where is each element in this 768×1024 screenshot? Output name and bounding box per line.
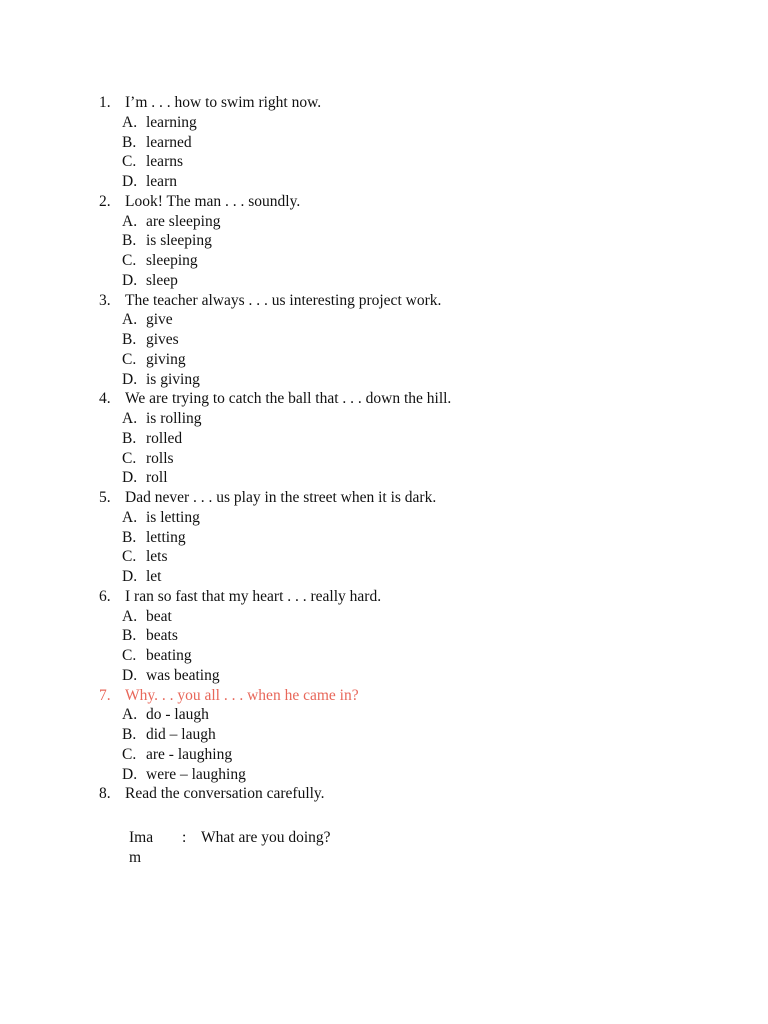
option-3b (0, 330, 768, 350)
option-text: lets (146, 548, 168, 566)
option-3c (0, 350, 768, 370)
option-letter: C. (122, 153, 137, 171)
question-6 (0, 587, 768, 607)
option-letter: D. (122, 765, 138, 783)
option-letter: D. (122, 469, 138, 487)
option-letter: B. (122, 331, 137, 348)
option-letter: D. (122, 370, 138, 388)
option-5d (0, 567, 768, 587)
option-letter: B. (122, 528, 137, 546)
option-letter: D. (122, 271, 138, 289)
speaker-separator: : (182, 829, 187, 846)
option-6b (0, 626, 768, 646)
option-letter: A. (122, 212, 138, 230)
option-text: gives (146, 331, 179, 348)
option-2b (0, 231, 768, 251)
option-text: do - laugh (146, 706, 209, 724)
option-text: letting (146, 528, 186, 546)
option-text: let (146, 568, 162, 585)
option-text: learning (146, 113, 197, 131)
question-number: 2. (99, 192, 111, 210)
option-text: are sleeping (146, 212, 221, 230)
option-5b (0, 528, 768, 548)
option-letter: D. (122, 666, 138, 684)
option-2d (0, 271, 768, 291)
option-6c (0, 646, 768, 666)
question-text: I’m . . . how to swim right now. (125, 94, 322, 111)
option-letter: B. (122, 232, 137, 250)
question-text: I ran so fast that my heart . . . really hard. (125, 587, 382, 605)
question-text: We are trying to catch the ball that . . . down the hill. (125, 390, 452, 408)
option-4c (0, 449, 768, 469)
option-letter: A. (122, 706, 138, 724)
question-7 (0, 686, 768, 706)
option-3a (0, 310, 768, 330)
option-text: rolls (146, 449, 174, 467)
speaker-name (129, 828, 173, 868)
option-1c (0, 152, 768, 172)
option-7c (0, 745, 768, 765)
option-letter: A. (122, 113, 138, 131)
option-letter: C. (122, 449, 137, 467)
option-letter: C. (122, 252, 137, 269)
question-text: Read the conversation carefully. (125, 785, 325, 803)
option-text: learn (146, 173, 177, 190)
option-letter: A. (122, 508, 138, 526)
option-7a (0, 705, 768, 725)
question-list (0, 93, 768, 804)
option-text: learns (146, 153, 184, 171)
option-text: did – laugh (146, 726, 216, 743)
option-letter: C. (122, 350, 137, 368)
question-number: 1. (99, 94, 111, 111)
question-text: Dad never . . . us play in the street when it is dark. (125, 489, 437, 506)
option-1b (0, 133, 768, 153)
option-text: beats (146, 627, 178, 645)
question-4 (0, 389, 768, 409)
option-7d (0, 765, 768, 785)
option-letter: A. (122, 607, 138, 625)
speaker-name-part: Ima (129, 829, 154, 846)
option-letter: B. (122, 133, 137, 151)
option-3d (0, 370, 768, 390)
option-2c (0, 251, 768, 271)
option-letter: A. (122, 311, 138, 329)
option-text: are - laughing (146, 745, 233, 763)
option-letter: B. (122, 627, 137, 645)
option-text: was beating (146, 666, 220, 684)
conversation-line (0, 828, 768, 866)
option-1a (0, 113, 768, 133)
option-5c (0, 547, 768, 567)
option-4a (0, 409, 768, 429)
option-letter: C. (122, 647, 137, 664)
option-text: roll (146, 469, 168, 487)
option-letter: C. (122, 548, 137, 566)
option-2a (0, 212, 768, 232)
question-5 (0, 488, 768, 508)
question-number: 4. (99, 390, 111, 408)
option-text: rolled (146, 429, 183, 447)
question-text: Look! The man . . . soundly. (125, 192, 301, 210)
speaker-name-part: m (129, 849, 142, 866)
option-text: beat (146, 607, 172, 625)
question-number: 3. (99, 291, 111, 309)
option-6d (0, 666, 768, 686)
question-number: 8. (99, 785, 111, 803)
option-text: beating (146, 647, 192, 664)
option-letter: D. (122, 568, 138, 585)
option-letter: B. (122, 429, 137, 447)
option-text: is letting (146, 508, 200, 526)
option-5a (0, 508, 768, 528)
option-text: sleeping (146, 252, 198, 269)
option-letter: D. (122, 173, 138, 190)
option-letter: B. (122, 726, 137, 743)
question-3 (0, 291, 768, 311)
option-text: is rolling (146, 410, 202, 427)
question-1 (0, 93, 768, 113)
option-7b (0, 725, 768, 745)
question-number: 6. (99, 587, 111, 605)
option-text: were – laughing (146, 765, 246, 783)
option-4b (0, 429, 768, 449)
option-text: sleep (146, 271, 178, 289)
option-text: is sleeping (146, 232, 212, 250)
option-text: giving (146, 350, 186, 368)
option-text: give (146, 311, 173, 329)
option-letter: C. (122, 745, 137, 763)
option-text: is giving (146, 370, 200, 388)
option-text: learned (146, 133, 192, 151)
conversation-text: What are you doing? (201, 829, 331, 846)
option-1d (0, 172, 768, 192)
option-letter: A. (122, 410, 138, 427)
question-number: 7. (99, 686, 111, 704)
question-number: 5. (99, 489, 111, 506)
option-6a (0, 607, 768, 627)
question-2 (0, 192, 768, 212)
question-8 (0, 784, 768, 804)
option-4d (0, 468, 768, 488)
question-text: Why. . . you all . . . when he came in? (125, 686, 359, 704)
conversation (0, 828, 768, 866)
question-text: The teacher always . . . us interesting project work. (125, 291, 442, 309)
